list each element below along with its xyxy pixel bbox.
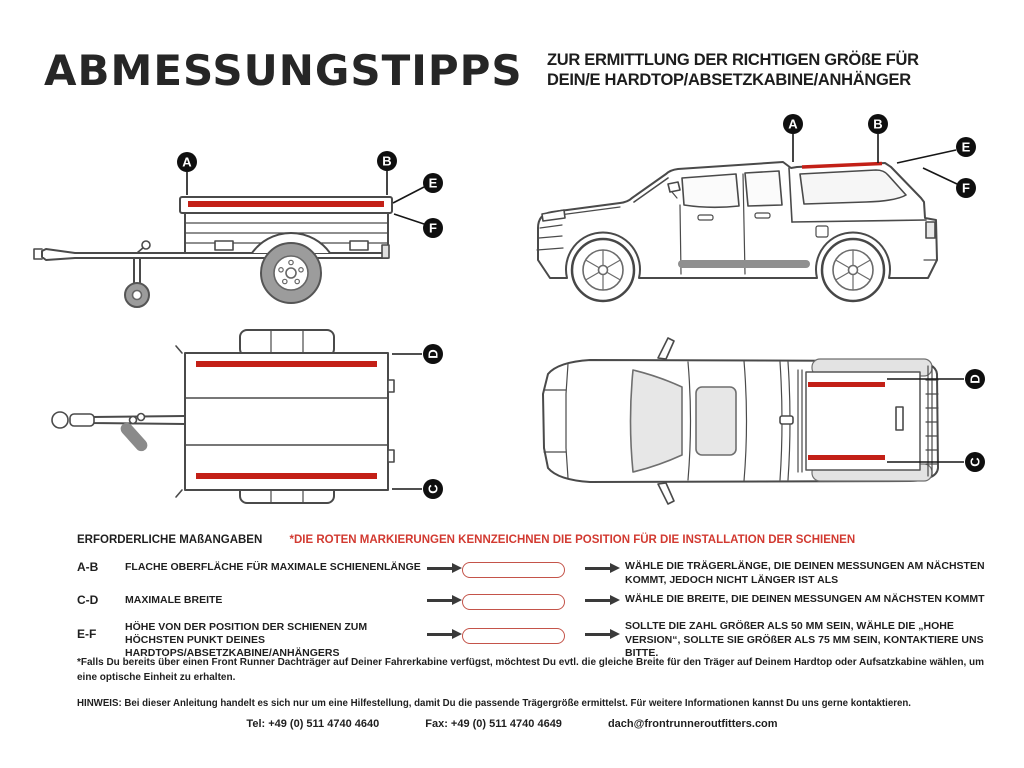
rail-marking-trailer-side [188,201,384,207]
contact-tel: Tel: +49 (0) 511 4740 4640 [246,718,380,730]
measurement-result: SOLLTE DIE ZAHL GRÖßER ALS 50 MM SEIN, WÄHLE DIE „HOHE VERSION“, SOLLTE SIE GRÖßER ALS 75 MM SEIN, KONTAKTIERE UNS BITTE. [625,620,984,659]
page-title: ABMESSUNGSTIPPS [44,46,523,95]
hint-footnote: HINWEIS: Bei dieser Anleitung handelt es sich nur um eine Hilfestellung, damit Du die passende Trägergröße ermittelst. Für weitere Informationen kannst Du uns gerne kontaktieren. [77,698,912,709]
asterisk-footnote: *Falls Du bereits über einen Front Runner Dachträger auf Deiner Fahrerkabine verfügst, möchtest Du evtl. die gleiche Breite für den Träger auf Deinem Hardtop oder Aufsatzkabine wählen, um eine optische Einheit zu erhalten. [77,657,985,683]
callout-d-label: D [425,349,441,359]
rail-marking-trailer-top-2 [196,473,377,479]
measurement-result: WÄHLE DIE TRÄGERLÄNGE, DIE DEINEN MESSUNGEN AM NÄCHSTEN KOMMT, JEDOCH NICHT LÄNGER IST ALS [625,560,985,586]
rail-marking-truck-top-1 [808,382,885,387]
arrow-right-icon [585,567,611,570]
measurements-heading: ERFORDERLICHE MAßANGABEN [77,534,263,546]
callout-f [923,168,976,198]
arrow-right-icon [585,633,611,636]
callout-b [868,114,888,163]
measurement-input-ab [462,562,565,578]
callout-c [392,479,443,499]
callout-a-label: A [182,154,192,170]
measurement-row-ab [0,560,1024,594]
page-subtitle [547,50,919,90]
callout-e [897,137,976,163]
truck-top-view [530,330,1000,510]
measurements-heading-row [77,534,855,546]
callout-b-label: B [873,116,883,132]
callout-b [377,151,397,195]
rail-marking-truck-top-2 [808,455,885,460]
trailer-side-view [30,145,450,315]
truck-side-view [530,110,1000,310]
measurement-description: FLACHE OBERFLÄCHE FÜR MAXIMALE SCHIENENLÄNGE [125,561,421,573]
measurement-description: MAXIMALE BREITE [125,594,223,606]
contact-email: dach@frontrunneroutfitters.com [607,718,778,730]
subtitle-line-2: DEIN/E HARDTOP/ABSETZKABINE/ANHÄNGER [547,71,911,89]
measurement-key: E-F [77,627,97,641]
arrow-right-icon [427,599,453,602]
callout-f-label: F [429,220,437,236]
measurement-description: HÖHE VON DER POSITION DER SCHIENEN ZUM HÖCHSTEN PUNKT DEINES HARDTOPS/ABSETZKABINE/ANHÄNGERS [125,621,368,659]
measurement-key: C-D [77,593,99,607]
callout-f-label: F [962,180,970,196]
arrow-right-icon [427,633,453,636]
callout-e [393,173,443,203]
measurement-result: WÄHLE DIE BREITE, DIE DEINEN MESSUNGEN AM NÄCHSTEN KOMMT [625,593,985,605]
callout-a [783,114,803,162]
rail-marking-trailer-top-1 [196,361,377,367]
contact-bar [0,718,1024,730]
callout-b-label: B [382,153,392,169]
callout-a [177,152,197,195]
callout-e-label: E [428,175,438,191]
callout-f [394,214,443,238]
measurement-key: A-B [77,560,99,574]
callout-a-label: A [788,116,798,132]
contact-fax: Fax: +49 (0) 511 4740 4649 [425,718,562,730]
callout-d-label: D [967,374,983,384]
arrow-right-icon [427,567,453,570]
callout-e-label: E [961,139,971,155]
callout-c-label: C [967,457,983,467]
callout-c-label: C [425,484,441,494]
measurement-row-ef [0,620,1024,659]
red-markings-note: *DIE ROTEN MARKIERUNGEN KENNZEICHNEN DIE POSITION FÜR DIE INSTALLATION DER SCHIENEN [289,534,856,546]
measurement-input-cd [462,594,565,610]
callout-d [392,344,443,364]
subtitle-line-1: ZUR ERMITTLUNG DER RICHTIGEN GRÖßE FÜR [547,51,919,69]
arrow-right-icon [585,599,611,602]
trailer-top-view [30,320,450,515]
measurement-input-ef [462,628,565,644]
